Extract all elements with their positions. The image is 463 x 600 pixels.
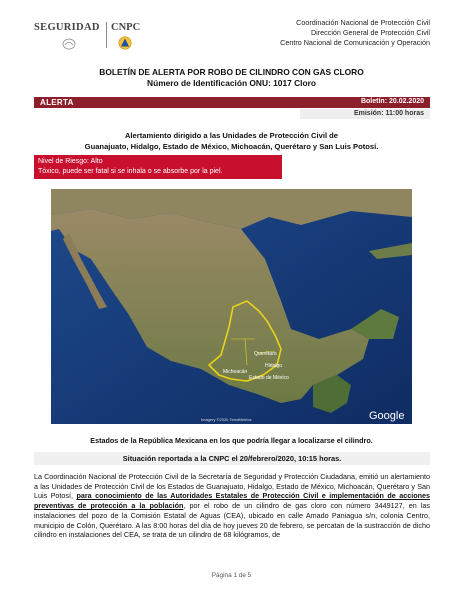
map-image bbox=[51, 189, 412, 424]
seguridad-logo-text: SEGURIDAD bbox=[34, 22, 100, 33]
body-part-2: , por el robo de un cilindro de gas cloro con número 3449127, en las instalaciones del pozo de la Comisión Estatal de Aguas (CEA), ubicado en calle Amado Paniagua s/n, colonia Centro, municipio de Colón, Querétaro. A las 8:00 horas del día de hoy jueves 20 de febrero, se percatan de la sustracción de dicho cilindro en instalaciones del CEA, se trata de un cilindro de 68 kilógramos, de bbox=[34, 501, 430, 540]
body-part-1: La Coordinación Nacional de Protección Civil de la Secretaría de Seguridad y Protección Ciudadana, emitió un alertamiento a las Unidades de Protección Civil de los Estados de Guanajuato, Hidalgo, Estado de México, Michoacán, Querétaro y San Luis Potosí, bbox=[34, 472, 430, 501]
organization-lines bbox=[280, 18, 430, 48]
situation-bar bbox=[34, 452, 430, 465]
map-caption: Estados de la República Mexicana en los que podría llegar a localizarse el cilindro. bbox=[90, 436, 373, 445]
alerting-heading bbox=[40, 131, 423, 152]
body-highlight: para conocimiento de las Autoridades Estatales de Protección Civil e implementación de acciones preventivas de protección a la población bbox=[34, 491, 430, 511]
emission-bar bbox=[300, 109, 430, 119]
page-footer: Página 1 de 5 bbox=[211, 572, 252, 579]
imagery-credit: Imagery ©2020 TerraMetrics bbox=[201, 417, 252, 422]
satellite-map bbox=[51, 189, 412, 424]
org-line-2: Dirección General de Protección Civil bbox=[310, 28, 430, 37]
bulletin-title-line-1: BOLETÍN DE ALERTA POR ROBO DE CILINDRO CON GAS CLORO bbox=[99, 67, 364, 77]
bulletin-title bbox=[0, 67, 463, 89]
document-header bbox=[34, 14, 430, 54]
body-paragraph bbox=[34, 472, 430, 540]
alert-bar bbox=[34, 97, 430, 108]
risk-level: Nivel de Riesgo: Alto bbox=[38, 158, 103, 165]
org-line-1: Coordinación Nacional de Protección Civil bbox=[296, 18, 430, 27]
bulletin-title-line-2: Número de Identificación ONU: 1017 Cloro bbox=[147, 78, 316, 88]
risk-level-box bbox=[34, 155, 282, 179]
emission-time: Emisión: 11:00 horas bbox=[353, 110, 424, 117]
situation-text: Situación reportada a la CNPC el 20/febrero/2020, 10:15 horas. bbox=[122, 454, 342, 463]
map-label-edomex: Estado de México bbox=[249, 375, 289, 381]
alerting-line-2: Guanajuato, Hidalgo, Estado de México, Michoacán, Querétaro y San Luis Potosí. bbox=[84, 141, 379, 151]
alert-label: ALERTA bbox=[40, 98, 74, 107]
civil-protection-emblem-icon bbox=[118, 36, 132, 50]
bulletin-date: Boletín: 20.02.2020 bbox=[360, 98, 424, 105]
alerting-line-1: Alertamiento dirigido a las Unidades de Protección Civil de bbox=[124, 131, 339, 140]
map-label-hidalgo: Hidalgo bbox=[265, 363, 282, 369]
google-watermark: Google bbox=[369, 410, 405, 422]
logo-divider bbox=[106, 22, 107, 48]
cnpc-logo-text: CNPC bbox=[111, 22, 141, 33]
government-logo bbox=[34, 14, 166, 52]
org-line-3: Centro Nacional de Comunicación y Operación bbox=[280, 38, 430, 47]
eagle-emblem-icon bbox=[62, 38, 76, 50]
risk-warning: Tóxico, puede ser fatal si se inhala o se absorbe por la piel. bbox=[38, 167, 223, 175]
map-label-queretaro: Querétaro bbox=[254, 351, 277, 357]
map-label-michoacan: Michoacán bbox=[223, 369, 248, 375]
